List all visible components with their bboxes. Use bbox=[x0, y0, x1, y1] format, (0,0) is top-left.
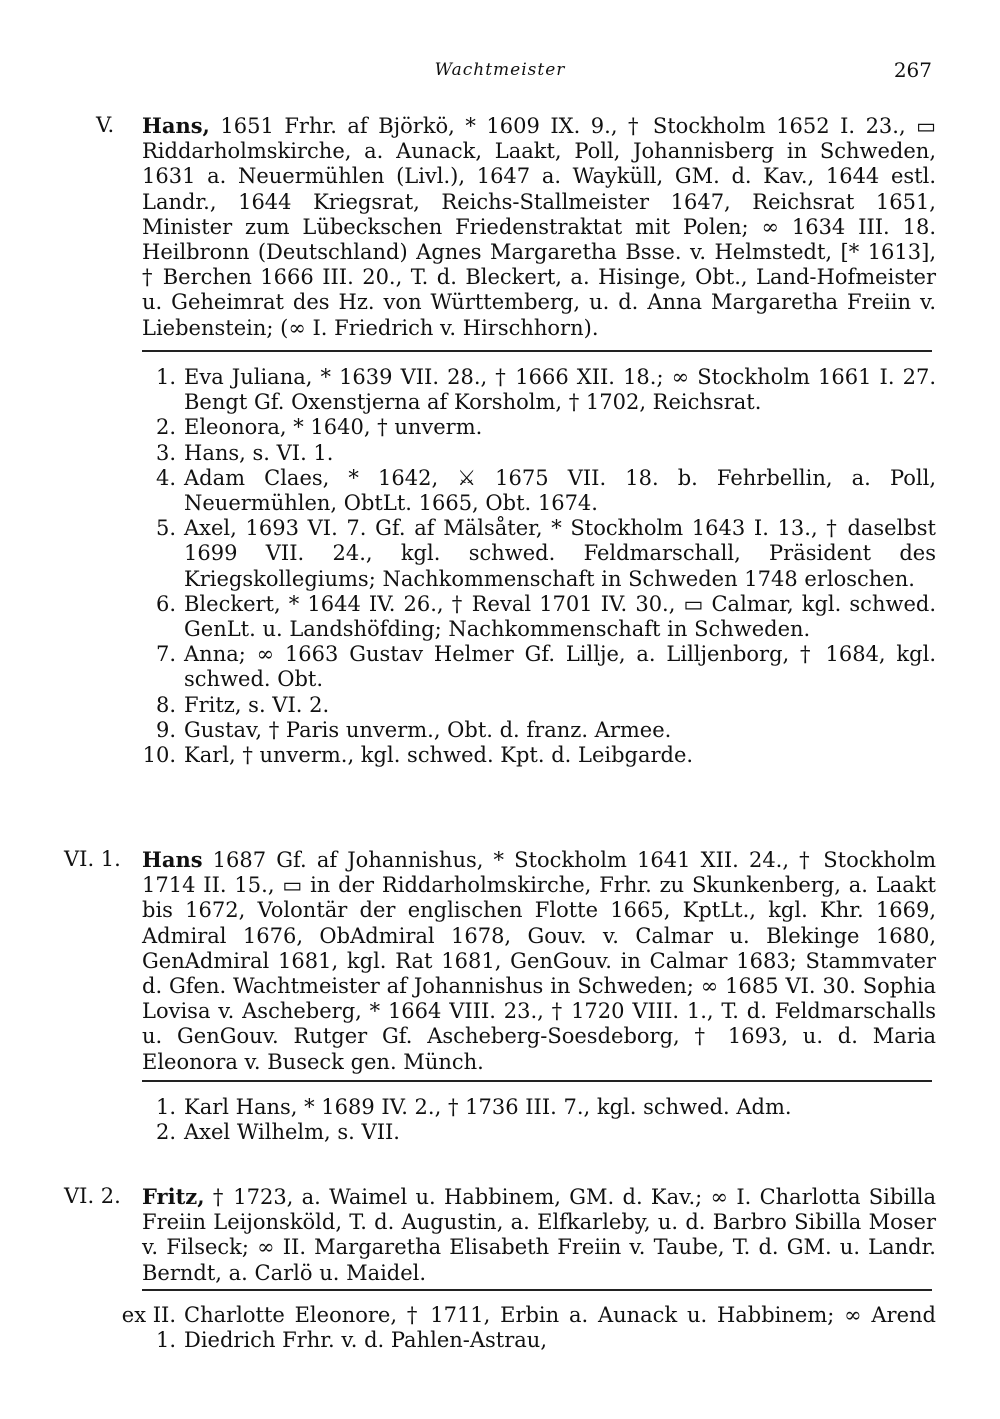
child-item bbox=[100, 1095, 936, 1120]
child-number: 9. bbox=[155, 717, 176, 742]
child-item bbox=[100, 743, 936, 768]
entry-name: Hans bbox=[142, 847, 203, 872]
entry-vi-1-children bbox=[100, 1095, 936, 1145]
child-text: Karl Hans, * 1689 IV. 2., † 1736 III. 7., kgl. schwed. Adm. bbox=[184, 1095, 792, 1119]
child-text: Eleonora, * 1640, † unverm. bbox=[184, 415, 483, 440]
child-number: 2. bbox=[155, 415, 176, 440]
child-text: Hans, s. VI. 1. bbox=[184, 440, 334, 465]
entry-v-children bbox=[100, 365, 936, 768]
entry-label: VI. 1. bbox=[64, 847, 121, 871]
child-item bbox=[100, 642, 936, 692]
entry-body: † 1723, a. Waimel u. Habbinem, GM. d. Kav.; ∞ I. Charlotta Sibilla Freiin Leijonsköld, T. d. Augustin, a. Elfkarleby, u. d. Barbro Sibilla Moser v. Filseck; ∞ II. Margaretha Elisabeth Freiin v. Taube, T. d. GM. u. Landr. Berndt, a. Carlö u. Maidel. bbox=[142, 1185, 936, 1285]
entry-body: 1687 Gf. af Johannishus, * Stockholm 1641 XII. 24., † Stockholm 1714 II. 15., ▭ in der Riddarholmskirche, Frhr. zu Skunkenberg, a. Laakt bis 1672, Volontär der englischen Flotte 1665, KptLt., kgl. Khr. 1669, Admiral 1676, ObAdmiral 1678, Gouv. v. Calmar u. Blekinge 1680, GenAdmiral 1681, kgl. Rat 1681, GenGouv. in Calmar 1683; Stammvater d. Gfen. Wachtmeister af Johannishus in Schweden; ∞ 1685 VI. 30. Sophia Lovisa v. Ascheberg, * 1664 VIII. 23., † 1720 VIII. 1., T. d. Feldmarschalls u. GenGouv. Rutger Gf. Ascheberg-Soesdeborg, † 1693, u. d. Maria Eleonora v. Buseck gen. Münch. bbox=[142, 848, 936, 1074]
child-number: 3. bbox=[155, 440, 176, 465]
child-item bbox=[100, 693, 936, 718]
entry-text bbox=[142, 1184, 936, 1286]
child-item bbox=[100, 1120, 936, 1145]
child-item bbox=[100, 1303, 936, 1353]
child-item bbox=[100, 415, 936, 440]
entry-vi-2-children bbox=[100, 1303, 936, 1353]
child-item bbox=[100, 365, 936, 415]
child-text: Anna; ∞ 1663 Gustav Helmer Gf. Lillje, a. Lilljenborg, † 1684, kgl. schwed. Obt. bbox=[184, 642, 936, 692]
child-text: Fritz, s. VI. 2. bbox=[184, 692, 330, 717]
entry-body: 1651 Frhr. af Björkö, * 1609 IX. 9., † Stockholm 1652 I. 23., ▭ Riddarholmskirche, a. Aunack, Laakt, Poll, Johannisberg in Schweden, 1631 a. Neuermühlen (Livl.), 1647 a. Wayküll, GM. d. Kav., 1644 estl. Landr., 1644 Kriegsrat, Reichs-Stallmeister 1647, Reichsrat 1651, Minister zum Lübeckschen Friedenstraktat mit Polen; ∞ 1634 III. 18. Heilbronn (Deutschland) Agnes Margaretha Bsse. v. Helmstedt, [* 1613], † Berchen 1666 III. 20., T. d. Bleckert, a. Hisinge, Obt., Land-Hofmeister u. Geheimrat des Hz. von Württemberg, u. d. Anna Margaretha Freiin v. Liebenstein; (∞ I. Friedrich v. Hirschhorn). bbox=[142, 114, 936, 340]
entry-text bbox=[142, 847, 936, 1075]
entry-name: Hans, bbox=[142, 113, 210, 138]
child-text: Karl, † unverm., kgl. schwed. Kpt. d. Leibgarde. bbox=[184, 743, 694, 768]
entry-v-rule bbox=[142, 350, 932, 352]
child-text: Eva Juliana, * 1639 VII. 28., † 1666 XII. 18.; ∞ Stockholm 1661 I. 27. Bengt Gf. Oxenstjerna af Korsholm, † 1702, Reichsrat. bbox=[184, 365, 936, 415]
child-item bbox=[100, 592, 936, 642]
child-text: Gustav, † Paris unverm., Obt. d. franz. Armee. bbox=[184, 717, 672, 742]
child-text: Axel Wilhelm, s. VII. bbox=[184, 1120, 400, 1145]
child-number: 4. bbox=[155, 465, 176, 490]
child-item bbox=[100, 441, 936, 466]
entry-text bbox=[142, 113, 936, 341]
child-text: Charlotte Eleonore, † 1711, Erbin a. Aunack u. Habbinem; ∞ Arend Diedrich Frhr. v. d. Pahlen-Astrau, bbox=[184, 1303, 936, 1353]
child-number: 5. bbox=[155, 516, 176, 541]
entry-name: Fritz, bbox=[142, 1184, 205, 1209]
child-number: 10. bbox=[142, 743, 176, 768]
child-number: 2. bbox=[155, 1120, 176, 1145]
child-item bbox=[100, 516, 936, 592]
child-number: 1. bbox=[155, 1095, 176, 1119]
child-item bbox=[100, 466, 936, 516]
running-head bbox=[0, 60, 1000, 90]
child-text: Adam Claes, * 1642, ⚔ 1675 VII. 18. b. Fehrbellin, a. Poll, Neuermühlen, ObtLt. 1665, Obt. 1674. bbox=[184, 465, 936, 516]
child-item bbox=[100, 718, 936, 743]
entry-label: VI. 2. bbox=[64, 1184, 121, 1208]
child-number: 1. bbox=[155, 365, 176, 389]
entry-vi-1-rule bbox=[142, 1080, 932, 1082]
child-text: Bleckert, * 1644 IV. 26., † Reval 1701 IV. 30., ▭ Calmar, kgl. schwed. GenLt. u. Landshöfding; Nachkommenschaft in Schweden. bbox=[184, 591, 936, 642]
running-head-title: Wachtmeister bbox=[434, 60, 566, 80]
child-number: 7. bbox=[155, 642, 176, 667]
entry-label: V. bbox=[96, 113, 115, 137]
page-number: 267 bbox=[893, 58, 932, 82]
child-text: Axel, 1693 VI. 7. Gf. af Mälsåter, * Stockholm 1643 I. 13., † daselbst 1699 VII. 24., kgl. schwed. Feldmarschall, Präsident des Kriegskollegiums; Nachkommenschaft in Schweden 1748 erloschen. bbox=[184, 516, 936, 591]
child-number: ex II. 1. bbox=[121, 1303, 176, 1353]
child-number: 6. bbox=[155, 591, 176, 616]
child-number: 8. bbox=[155, 692, 176, 717]
entry-vi-2-rule bbox=[142, 1289, 932, 1291]
